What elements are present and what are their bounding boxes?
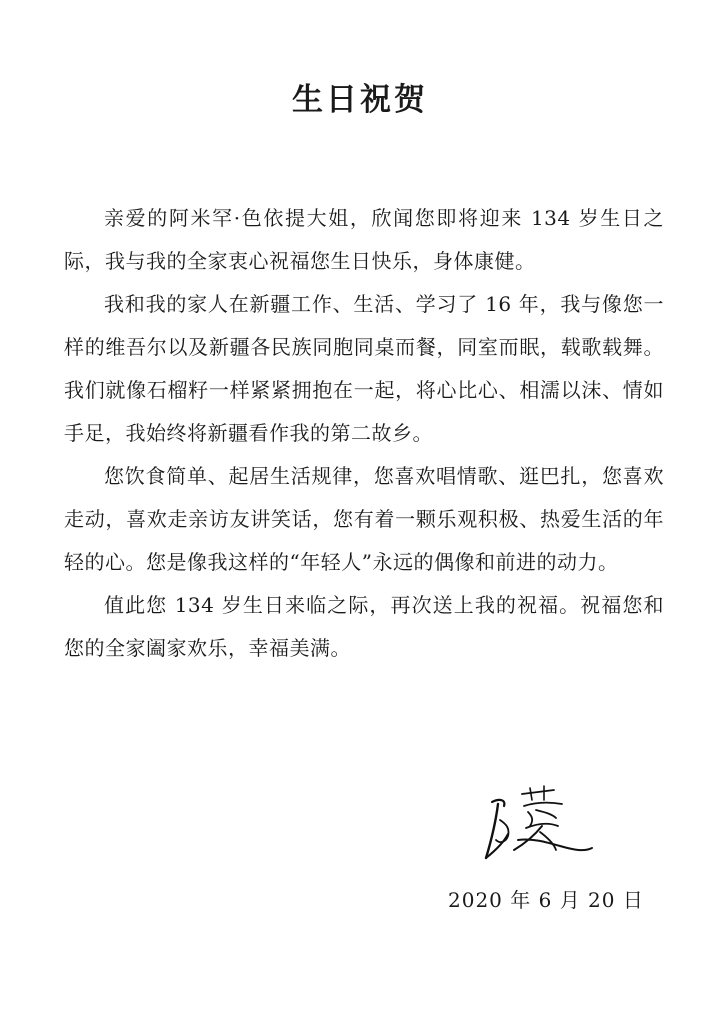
letter-date: 2020 年 6 月 20 日 <box>448 888 644 912</box>
letter-title: 生日祝贺 <box>292 82 428 118</box>
handwritten-signature <box>470 780 600 875</box>
paragraph-greeting: 亲爱的阿米罕·色依提大姐，欣闻您即将迎来 134 岁生日之际，我与我的全家衷心祝福您生日快乐，身体康健。 <box>64 206 664 273</box>
paragraph-lifestyle: 您饮食简单、起居生活规律，您喜欢唱情歌、逛巴扎，您喜欢走动，喜欢走亲访友讲笑话，您有着一颗乐观积极、热爱生活的年轻的心。您是像我这样的“年轻人”永远的偶像和前进的动力。 <box>64 464 664 574</box>
paragraph-xinjiang-life: 我和我的家人在新疆工作、生活、学习了 16 年，我与像您一样的维吾尔以及新疆各民族同胞同桌而餐，同室而眠，载歌载舞。我们就像石榴籽一样紧紧拥抱在一起，将心比心、相濡以沫、情如手足，我始终将新疆看作我的第二故乡。 <box>64 292 664 445</box>
paragraph-closing-wishes: 值此您 134 岁生日来临之际，再次送上我的祝福。祝福您和您的全家阖家欢乐，幸福美满。 <box>64 593 664 660</box>
letter-body <box>64 197 664 670</box>
